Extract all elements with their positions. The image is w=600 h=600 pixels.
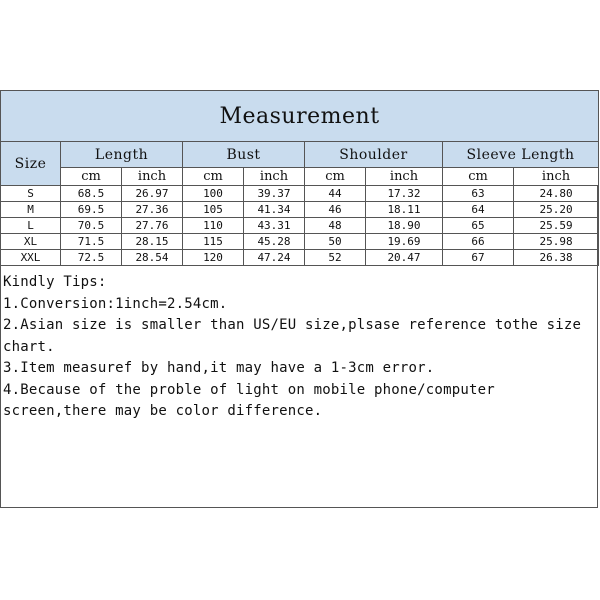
table-cell: 47.24 [244,250,305,266]
table-cell: 25.59 [514,218,599,234]
table-cell: 26.97 [122,186,183,202]
unit-header: inch [366,168,443,186]
table-cell: 24.80 [514,186,599,202]
table-cell: 52 [305,250,366,266]
size-chart-table [0,90,599,266]
table-cell: 68.5 [61,186,122,202]
unit-header: inch [244,168,305,186]
table-cell: 115 [183,234,244,250]
table-cell: 43.31 [244,218,305,234]
group-header-length: Length [61,142,183,168]
table-cell: 18.11 [366,202,443,218]
table-cell: 67 [443,250,514,266]
unit-header: cm [183,168,244,186]
table-row [1,250,599,266]
table-cell: 17.32 [366,186,443,202]
tip-line: 1.Conversion:1inch=2.54cm. [3,295,228,312]
table-cell: 28.54 [122,250,183,266]
table-cell: 41.34 [244,202,305,218]
group-header-shoulder: Shoulder [305,142,443,168]
table-cell: 120 [183,250,244,266]
table-cell: 110 [183,218,244,234]
table-cell: 45.28 [244,234,305,250]
size-label: S [1,186,61,202]
table-cell: 69.5 [61,202,122,218]
table-cell: 46 [305,202,366,218]
table-cell: 25.20 [514,202,599,218]
table-cell: 65 [443,218,514,234]
table-cell: 71.5 [61,234,122,250]
unit-header: cm [443,168,514,186]
size-label: M [1,202,61,218]
group-header-row [1,142,599,168]
table-cell: 27.76 [122,218,183,234]
table-cell: 72.5 [61,250,122,266]
table-row [1,202,599,218]
unit-header: inch [514,168,599,186]
table-cell: 25.98 [514,234,599,250]
kindly-tips [3,272,595,423]
table-row [1,186,599,202]
table-cell: 70.5 [61,218,122,234]
size-column-header: Size [1,142,61,186]
group-header-sleeve-length: Sleeve Length [443,142,599,168]
table-cell: 50 [305,234,366,250]
table-cell: 20.47 [366,250,443,266]
group-header-bust: Bust [183,142,305,168]
tip-line: 4.Because of the proble of light on mobile phone/computer screen,there may be color difference. [3,381,504,419]
tips-heading: Kindly Tips: [3,274,107,290]
table-cell: 18.90 [366,218,443,234]
table-cell: 63 [443,186,514,202]
table-cell: 66 [443,234,514,250]
unit-header: cm [61,168,122,186]
table-cell: 19.69 [366,234,443,250]
table-cell: 44 [305,186,366,202]
unit-header-row [1,168,599,186]
table-cell: 28.15 [122,234,183,250]
table-cell: 48 [305,218,366,234]
size-label: XXL [1,250,61,266]
table-cell: 64 [443,202,514,218]
size-label: XL [1,234,61,250]
table-title: Measurement [1,91,599,142]
table-cell: 105 [183,202,244,218]
table-row [1,218,599,234]
table-cell: 27.36 [122,202,183,218]
size-label: L [1,218,61,234]
table-cell: 39.37 [244,186,305,202]
unit-header: cm [305,168,366,186]
tip-line: 2.Asian size is smaller than US/EU size,plsase reference tothe size chart. [3,317,590,355]
table-cell: 26.38 [514,250,599,266]
tip-line: 3.Item measuref by hand,it may have a 1-3cm error. [3,360,435,376]
table-cell: 100 [183,186,244,202]
table-row [1,234,599,250]
unit-header: inch [122,168,183,186]
